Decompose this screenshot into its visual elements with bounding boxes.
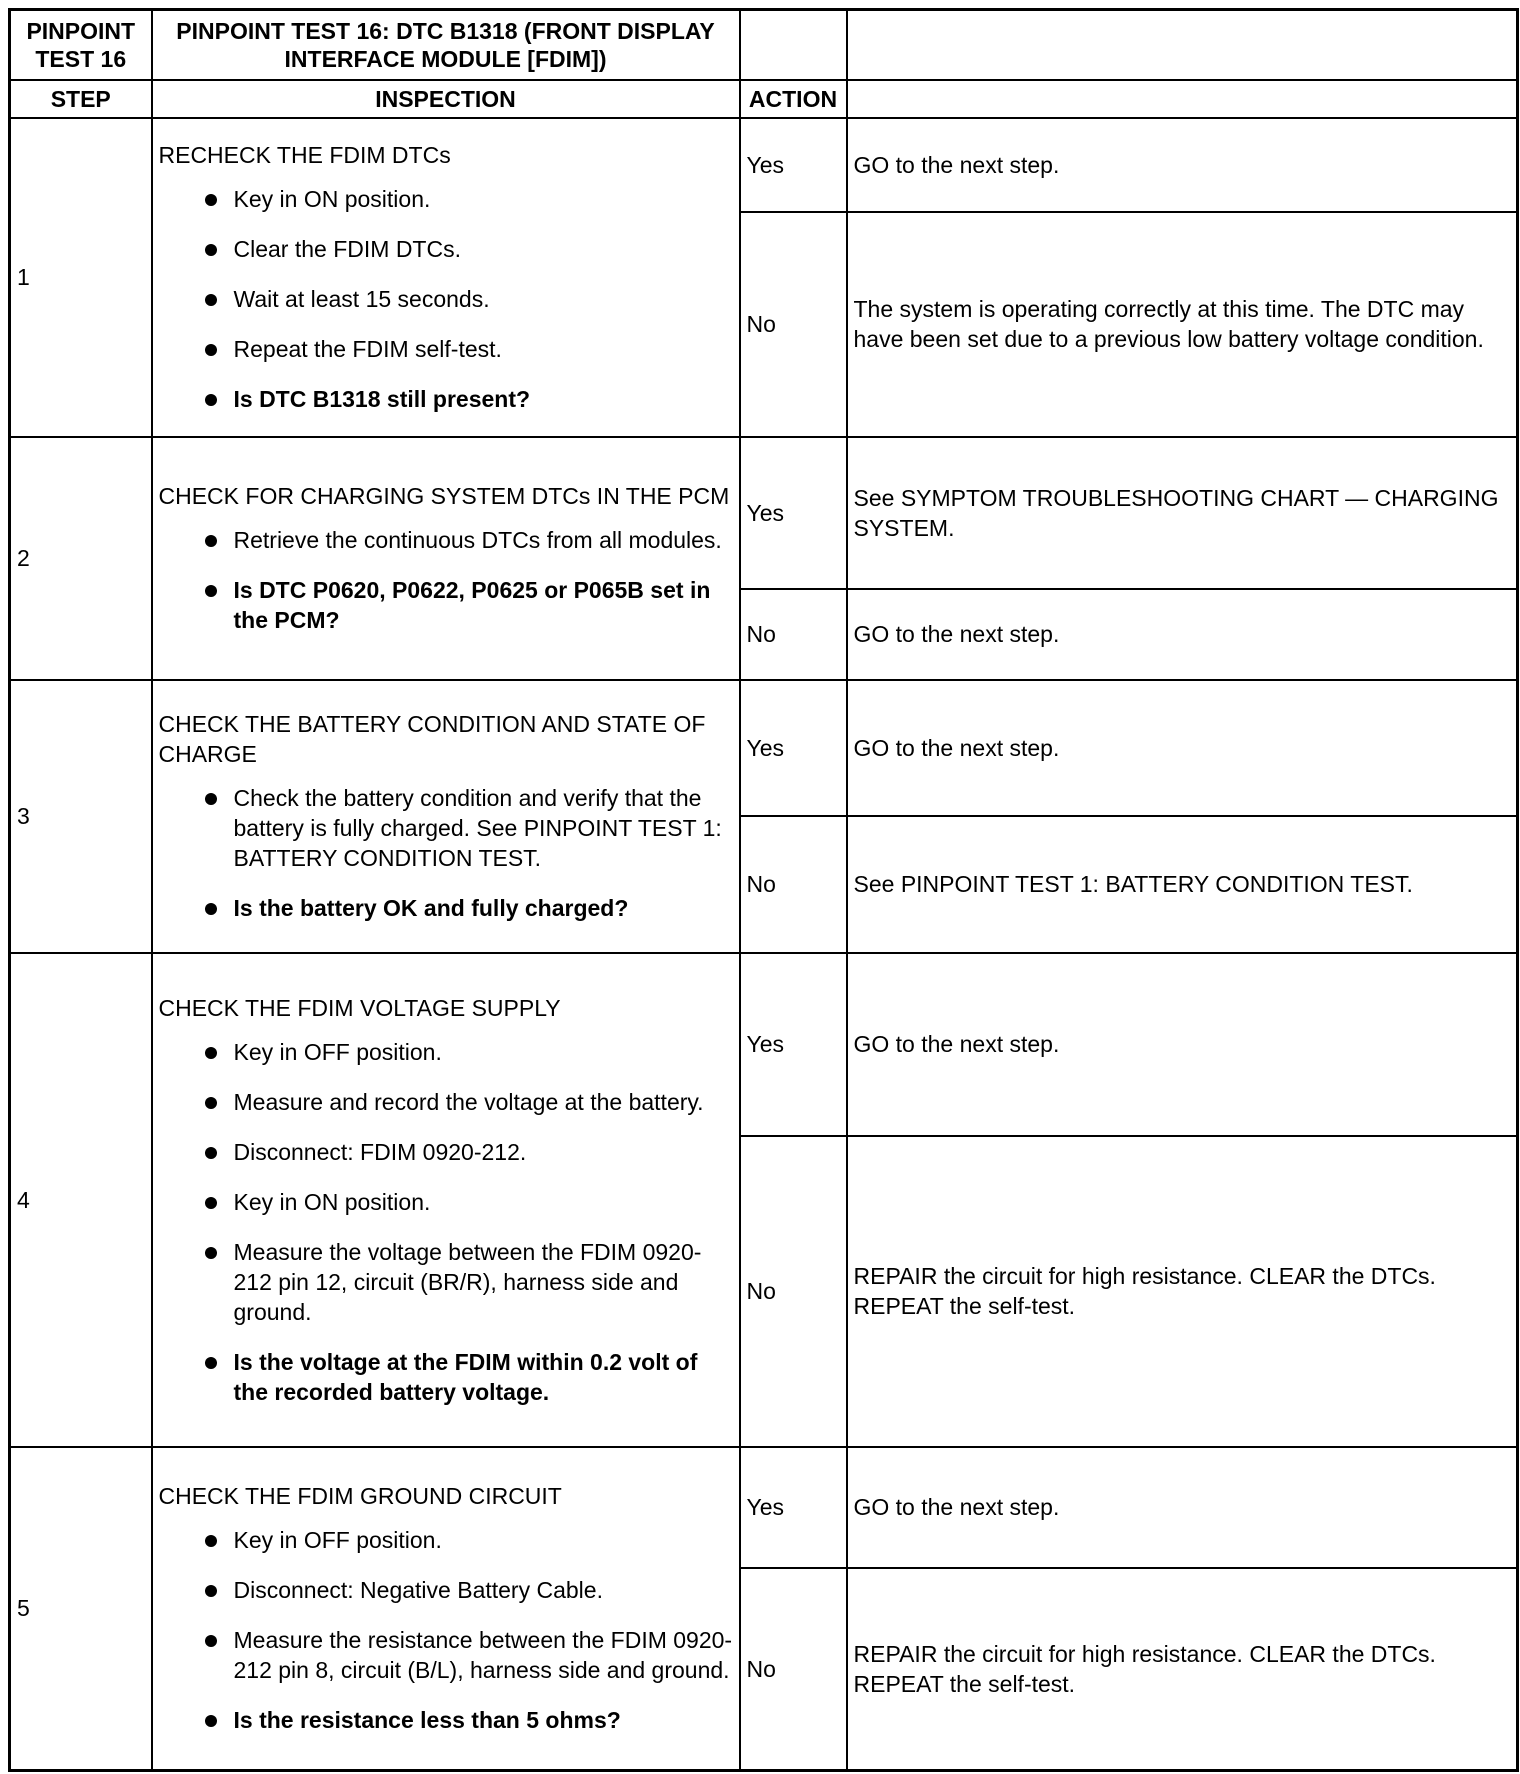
step-number: 4: [10, 953, 152, 1447]
column-header-empty: [847, 80, 1518, 118]
step-title: CHECK THE FDIM VOLTAGE SUPPLY: [158, 994, 561, 1021]
step-number: 5: [10, 1447, 152, 1771]
step-title: CHECK THE BATTERY CONDITION AND STATE OF CHARGE: [158, 711, 706, 767]
result-no: The system is operating correctly at this time. The DTC may have been set due to a previous low battery voltage condition.: [847, 212, 1518, 437]
bullet-question: Is the battery OK and fully charged?: [159, 893, 733, 923]
step-1-yes-row: [10, 118, 1518, 212]
action-yes: Yes: [740, 437, 847, 589]
result-no: GO to the next step.: [847, 589, 1518, 680]
action-no: No: [740, 212, 847, 437]
column-header-inspection: INSPECTION: [152, 80, 740, 118]
header-test-title: PINPOINT TEST 16: DTC B1318 (FRONT DISPLAY INTERFACE MODULE [FDIM]): [152, 10, 740, 80]
step-number: 2: [10, 437, 152, 680]
step-title: RECHECK THE FDIM DTCs: [158, 142, 451, 168]
bullet-item: Key in ON position.: [159, 184, 733, 214]
step-bullets: [159, 1525, 733, 1735]
step-bullets: [159, 783, 733, 923]
column-header-row: [10, 80, 1518, 118]
result-no: REPAIR the circuit for high resistance. CLEAR the DTCs. REPEAT the self-test.: [847, 1568, 1518, 1771]
bullet-item: Measure the voltage between the FDIM 0920-212 pin 12, circuit (BR/R), harness side and ground.: [159, 1237, 733, 1327]
action-yes: Yes: [740, 1447, 847, 1568]
bullet-item: Key in ON position.: [159, 1187, 733, 1217]
column-header-step: STEP: [10, 80, 152, 118]
step-2-yes-row: [10, 437, 1518, 589]
bullet-question: Is the voltage at the FDIM within 0.2 volt of the recorded battery voltage.: [159, 1347, 733, 1407]
title-row: [10, 10, 1518, 80]
result-no: See PINPOINT TEST 1: BATTERY CONDITION TEST.: [847, 816, 1518, 953]
column-header-action: ACTION: [740, 80, 847, 118]
step-5-yes-row: [10, 1447, 1518, 1568]
step-number: 3: [10, 680, 152, 953]
bullet-item: Check the battery condition and verify that the battery is fully charged. See PINPOINT TEST 1: BATTERY CONDITION TEST.: [159, 783, 733, 873]
action-yes: Yes: [740, 118, 847, 212]
step-3-yes-row: [10, 680, 1518, 816]
step-inspection: [152, 118, 740, 437]
step-inspection: [152, 1447, 740, 1771]
action-no: No: [740, 589, 847, 680]
step-inspection: [152, 680, 740, 953]
bullet-item: Wait at least 15 seconds.: [159, 284, 733, 314]
bullet-question: Is DTC B1318 still present?: [159, 384, 733, 414]
step-inspection: [152, 953, 740, 1447]
bullet-question: Is the resistance less than 5 ohms?: [159, 1705, 733, 1735]
step-inspection: [152, 437, 740, 680]
result-yes: GO to the next step.: [847, 1447, 1518, 1568]
step-bullets: [159, 184, 733, 414]
bullet-item: Disconnect: FDIM 0920-212.: [159, 1137, 733, 1167]
action-no: No: [740, 1136, 847, 1447]
result-yes: GO to the next step.: [847, 680, 1518, 816]
result-yes: GO to the next step.: [847, 118, 1518, 212]
bullet-item: Repeat the FDIM self-test.: [159, 334, 733, 364]
bullet-item: Measure the resistance between the FDIM 0920-212 pin 8, circuit (B/L), harness side and ground.: [159, 1625, 733, 1685]
bullet-item: Key in OFF position.: [159, 1037, 733, 1067]
bullet-item: Measure and record the voltage at the battery.: [159, 1087, 733, 1117]
step-title: CHECK FOR CHARGING SYSTEM DTCs IN THE PCM: [158, 483, 730, 509]
step-bullets: [159, 525, 733, 635]
header-test-label: PINPOINT TEST 16: [10, 10, 152, 80]
bullet-item: Disconnect: Negative Battery Cable.: [159, 1575, 733, 1605]
bullet-question: Is DTC P0620, P0622, P0625 or P065B set in the PCM?: [159, 575, 733, 635]
result-no: REPAIR the circuit for high resistance. CLEAR the DTCs. REPEAT the self-test.: [847, 1136, 1518, 1447]
action-yes: Yes: [740, 680, 847, 816]
step-4-yes-row: [10, 953, 1518, 1136]
action-no: No: [740, 1568, 847, 1771]
step-bullets: [159, 1037, 733, 1407]
action-yes: Yes: [740, 953, 847, 1136]
pinpoint-test-table: [8, 8, 1519, 1772]
step-number: 1: [10, 118, 152, 437]
step-title: CHECK THE FDIM GROUND CIRCUIT: [158, 1483, 562, 1510]
header-empty-action: [740, 10, 847, 80]
result-yes: GO to the next step.: [847, 953, 1518, 1136]
result-yes: See SYMPTOM TROUBLESHOOTING CHART — CHARGING SYSTEM.: [847, 437, 1518, 589]
action-no: No: [740, 816, 847, 953]
bullet-item: Clear the FDIM DTCs.: [159, 234, 733, 264]
header-empty-result: [847, 10, 1518, 80]
bullet-item: Key in OFF position.: [159, 1525, 733, 1555]
bullet-item: Retrieve the continuous DTCs from all modules.: [159, 525, 733, 555]
